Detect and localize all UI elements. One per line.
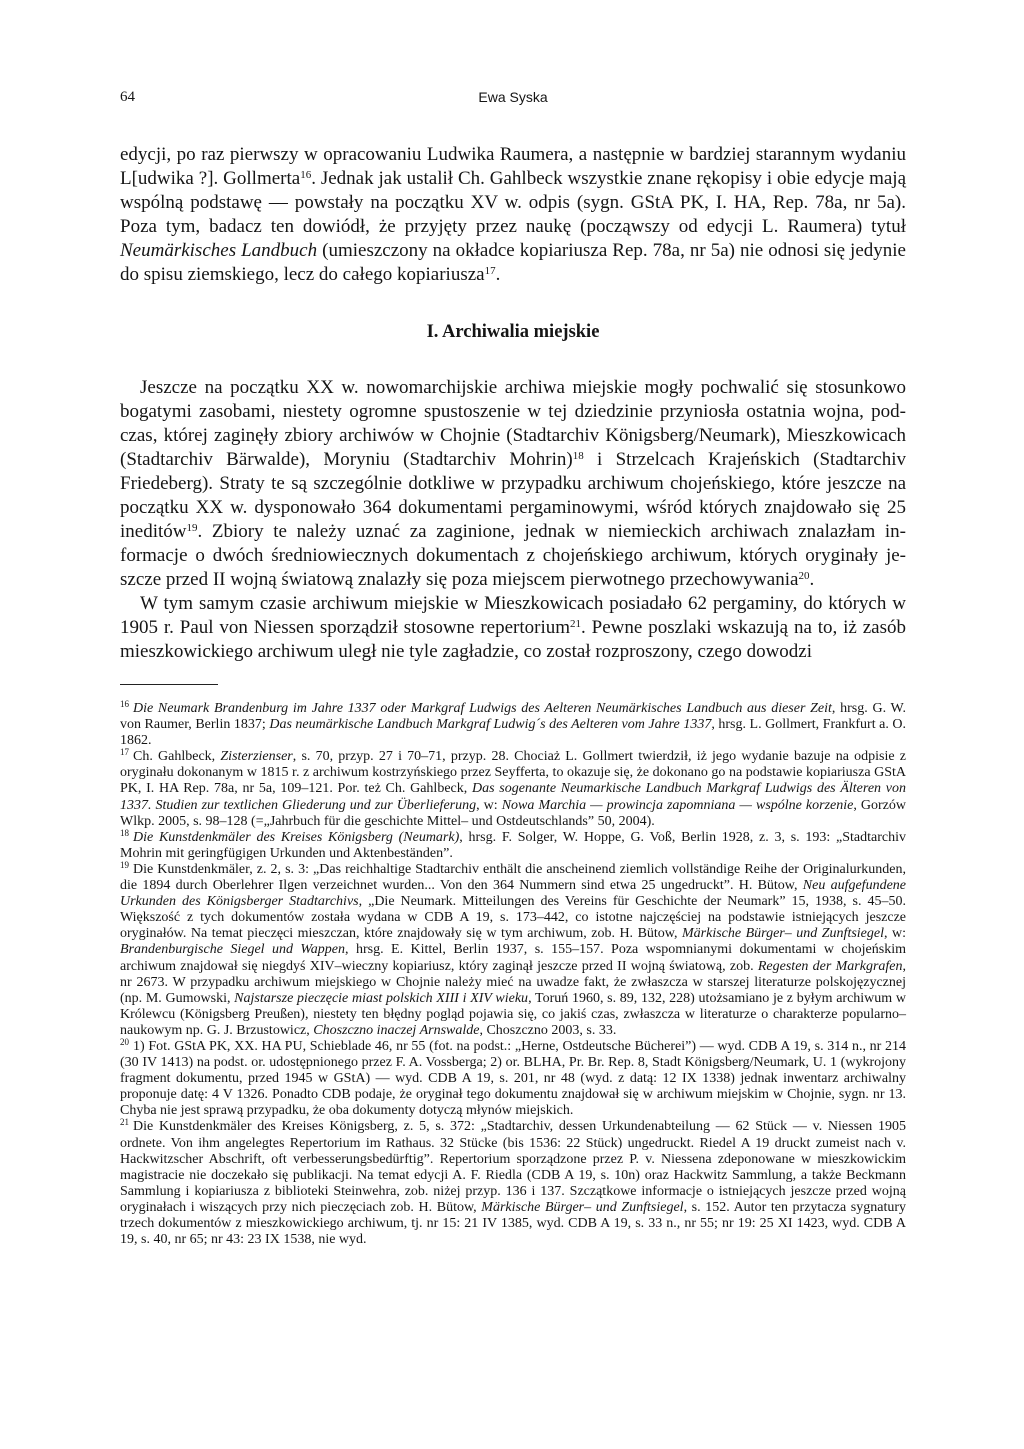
text-run: . [809,569,815,590]
text-run: (umieszczony na okładce kopiariusza Rep. 78a, nr 5a) nie odnosi się jedynie do spisu ziemskiego, lecz do całego kopiariusza [120,240,906,285]
footnote-number: 17 [120,747,129,758]
footnote-reference: 20 [798,570,810,582]
running-header [120,86,906,110]
section-heading: I. Archiwalia miejskie [426,322,600,342]
text-run: , Choszczno 2003, s. 33. [479,1022,617,1038]
footnote-number: 18 [120,827,129,838]
text-run: , s. 70, przyp. 27 i 70–71, przyp. 28. Chociaż L. Gollmert twierdził, iż jego wydanie bazuje na odpisie z oryginału dokonanym w 1815 r. z archiwum kostrzyńskiego przez Seyfferta, to okazuje się, że dokonano go na podstawie kopiariusza GStA PK, I. HA Rep. 78a, nr 5a, 109–121. Por. też Ch. Gahlbeck, [120,749,906,797]
text-run: , Toruń 1960, s. 89, 132, 228) utożsamiano je z byłym archiwum w Królewcu (Königsberg Preußen), niestety ten błędny pogląd pojawia się, co jakiś czas, zwłaszcza w literaturze o charakterze popularno–naukowym np. G. J. Brzustowicz, [120,990,906,1038]
text-run: . [495,264,501,285]
footnote [120,1036,906,1119]
italic-text: Neu aufgefundene Urkunden des Königsberger Stadtarchivs [120,878,906,910]
text-run: Ch. Gahlbeck, [133,749,221,765]
text-run: Jeszcze na początku XX w. nowomarchijskie archiwa miejskie mogły pochwalić się stosunkowo bogatymi zasobami, niestety ogromne spustoszenie w tej dziedzinie przyniosła ostatnia wojna, podczas, której zaginęły zbiory archiwów w Chojnie (Stadtarchiv Königsberg/Neumark), Mieszkowicach (Stadtarchiv Bärwalde), Moryniu (Stadtarchiv Mohrin) [120,377,906,470]
text-run: . Zbiory te należy uznać za zaginione, jednak w niemieckich archiwach znalazłam informacje o dwóch średniowiecznych dokumentach z chojeńskiego archiwum, których oryginały jeszcze przed II wojną światową znalazły się poza miejscem pierwotnego przechowywania [120,521,906,590]
text-run: Die Kunstdenkmäler, z. 2, s. 3: „Das reichhaltige Stadtarchiv enthält die anscheinend ziemlich vollständige Reihe der Originalurkunden, die 1894 durch Oberlehrer Ilgen verzeichnet wurden... Von den 364 Nummern sind etwa 25 ungedruckt”. H. Bütow, [120,861,906,894]
text-run: , hrsg. G. W. von Raumer, Berlin 1837; [120,701,906,733]
footnote [120,1119,906,1248]
text-run: Die Kunstdenkmäler des Kreises Königsberg, z. 5, s. 372: „Stadtarchiv, dessen Urkundenabteilung — 62 Stück — v. Niessen 1905 ordnete. Von ihm angelegtes Repertorium im Rathaus. 32 Stücke (bis 1536: 22 Stück) ungedruckt. Riedel A 19 druckt zumeist nach v. Hackwitzscher Abschrift, oft verbesserungsbedürftig”. Repertorium sporządzone przez P. v. Niessena zdeponowane w mieszkowickim magistracie nie doczekało się publikacji. Na temat edycji A. F. Riedla (CDB A 19, s. 10n) oraz Hackwitz Sammlung, a także Beckmann Sammlung i kopiariusza z biblioteki Steinwehra, zob. niżej przyp. 136 i 137. Szczątkowe informacje o istniejących jeszcze przed wojną oryginałach i wiszących przy nich pieczęciach zob. H. Bütow, [120,1119,906,1215]
text-run: . Jednak jak ustalił Ch. Gahlbeck wszystkie znane rękopisy i obie edycje mają wspólną podstawę — powstały na początku XV w. odpis (sygn. GStA PK, I. HA, Rep. 78a, nr 5a). Poza tym, badacz ten dowiódł, że przyjęty przez naukę (począwszy od edycji L. Raumera) tytuł [120,168,907,237]
paragraph-2 [120,376,906,592]
footnote [120,827,906,862]
text-run: , Gorzów Wlkp. 2005, s. 98–128 (=„Jahrbuch für die geschichte Mittel– und Ostdeutschlands” 50, 2004). [120,797,906,829]
body-text [120,143,906,664]
text-run: , s. 152. Autor ten przytacza sygnatury trzech dokumentów z mieszkowickiego archiwum, tj. nr 15: 21 IV 1385, wyd. CDB A 19, s. 33 n., nr 55; nr 19: 25 XI 1423, wyd. CDB A 19, s. 40, nr 65; nr 43: 23 IX 1538, nie wyd. [120,1199,906,1248]
footnote-number: 19 [120,859,129,870]
italic-text: Najstarsze pieczęcie miast polskich XIII i XIV wieku [234,990,529,1006]
footnote-reference: 18 [572,450,584,462]
footnote-reference: 21 [570,618,582,630]
footnote [120,749,906,829]
italic-text: Märkische Bürger– und Zunftsiegel [481,1199,684,1215]
text-run: , hrsg. E. Kittel, Berlin 1937, s. 155–157. Poza wspomnianymi dokumentami w chojeńskim archiwum znajdował się niegdyś XIV–wieczny kopiariusz, który zaginął jeszcze przed II wojną światową, zob. [120,942,906,974]
footnote-separator [120,684,218,685]
text-run: W tym samym czasie archiwum miejskie w Mieszkowicach posiadało 62 pergaminy, do których w 1905 r. Paul von Niessen sporządził stosowne repertorium [120,593,906,638]
footnote-reference: 19 [186,522,198,534]
footnote-reference: 16 [300,169,312,181]
italic-text: Das sogenante Neumarkische Landbuch Markgraf Ludwigs des Älteren von 1337. Studien zur textlichen Gliederung und zur Überlieferung [120,781,906,813]
footnote-number: 21 [120,1117,129,1128]
text-run: , w: [884,926,907,942]
running-title-author: Ewa Syska [478,89,548,105]
text-run: , w: [476,797,502,813]
italic-text: Das neumärkische Landbuch Markgraf Ludwig´s des Aelteren vom Jahre 1337 [269,717,712,733]
italic-text: Zisterzienser [220,749,293,765]
footnote [120,859,907,1039]
text-run: , „Die Neumark. Mitteilungen des Vereins für Geschichte der Neumark” 15, 1938, s. 45–50. Większość z tych dokumentów została wydana w CDB A 19, s. 173–442, co istotne najczęściej na podstawie istniejących jeszcze oryginałów. Na temat pieczęci mieszczan, które znajdowały się w tym archiwum, zob. H. Bütow, [120,894,906,942]
text-run: , nr 2673. W przypadku archiwum miejskiego w Chojnie należy mieć na uwadze fakt, że zwłaszcza w starszej literaturze polskojęzycznej (np. M. Gumowski, [120,958,906,1006]
text-run: . Pewne poszlaki wskazują na to, iż zasób mieszkowickiego archiwum uległ nie tyle zagładzie, co został rozproszony, czego dowodzi [120,617,906,662]
footnote [120,701,906,749]
italic-text: Brandenburgische Siegel und Wappen [120,942,346,958]
footnotes [120,701,906,1248]
text-run: 1) Fot. GStA PK, XX. HA PU, Schieblade 46, nr 55 (fot. na podst.: „Herne, Ostdeutsche Bücherei”) — wyd. CDB A 19, s. 314 n., nr 214 (30 IV 1413) na podst. or. udostępnionego przez F. A. Vossberga; 2) or. BLHA, Pr. Br. Rep. 8, Stadt Königsberg/Neumark, U. 1 (wykrojony fragment dokumentu, przed 1945 w GStA) — wyd. CDB A 19, s. 201, nr 48 (wyd. z datą: 12 IX 1338) jednak inwentarz archiwalny proponuje datę: 4 V 1326. Ponadto CDB podaje, że oryginał tego dokumentu znajdował się w archiwum miejskim w Chojnie, sygn. nr 13. Chyba nie jest sprawą przypadku, że oba dokumenty dotyczą młynów miejskich. [120,1038,906,1119]
paragraph-3 [120,592,906,664]
text-run: i Strzelcach Krajeńskich (Stadtarchiv Friedeberg). Straty te są szczególnie dotkliwe w przypadku archiwum chojeńskiego, które jeszcze na początku XX w. dysponowało 364 dokumentami pergaminowymi, wśród których znajdowało się 25 ineditów [120,449,906,542]
footnote-number: 16 [120,699,129,709]
paragraph-1 [120,143,906,287]
text-run: , hrsg. F. Solger, W. Hoppe, G. Voß, Berlin 1928, z. 3, s. 193: „Stadtarchiv Mohrin mit geringfügigen Urkunden und Aktenbeständen”. [120,829,906,861]
page [120,86,906,1248]
italic-text: Die Kunstdenkmäler des Kreises Königsberg (Neumark) [133,829,460,845]
italic-text: Märkische Bürger– und Zunftsiegel [682,926,884,942]
italic-text: Nowa Marchia — prowincja zapomniana — wspólne korzenie [501,797,854,813]
italic-text: Choszczno inaczej Arnswalde [313,1022,480,1038]
footnote-reference: 17 [484,265,496,277]
italic-text: Die Neumark Brandenburg im Jahre 1337 oder Markgraf Ludwigs des Aelteren Neumärkisches Landbuch aus dieser Zeit [133,701,832,716]
text-run: edycji, po raz pierwszy w opracowaniu Ludwika Raumera, a następnie w bardziej starannym wydaniu L[udwika ?]. Gollmerta [120,144,906,189]
page-number: 64 [120,89,135,105]
italic-text: Neumärkisches Landbuch [120,240,318,261]
footnote-number: 20 [120,1036,129,1047]
italic-text: Regesten der Markgrafen [757,958,903,974]
text-run: , hrsg. L. Gollmert, Frankfurt a. O. 1862. [120,717,907,749]
